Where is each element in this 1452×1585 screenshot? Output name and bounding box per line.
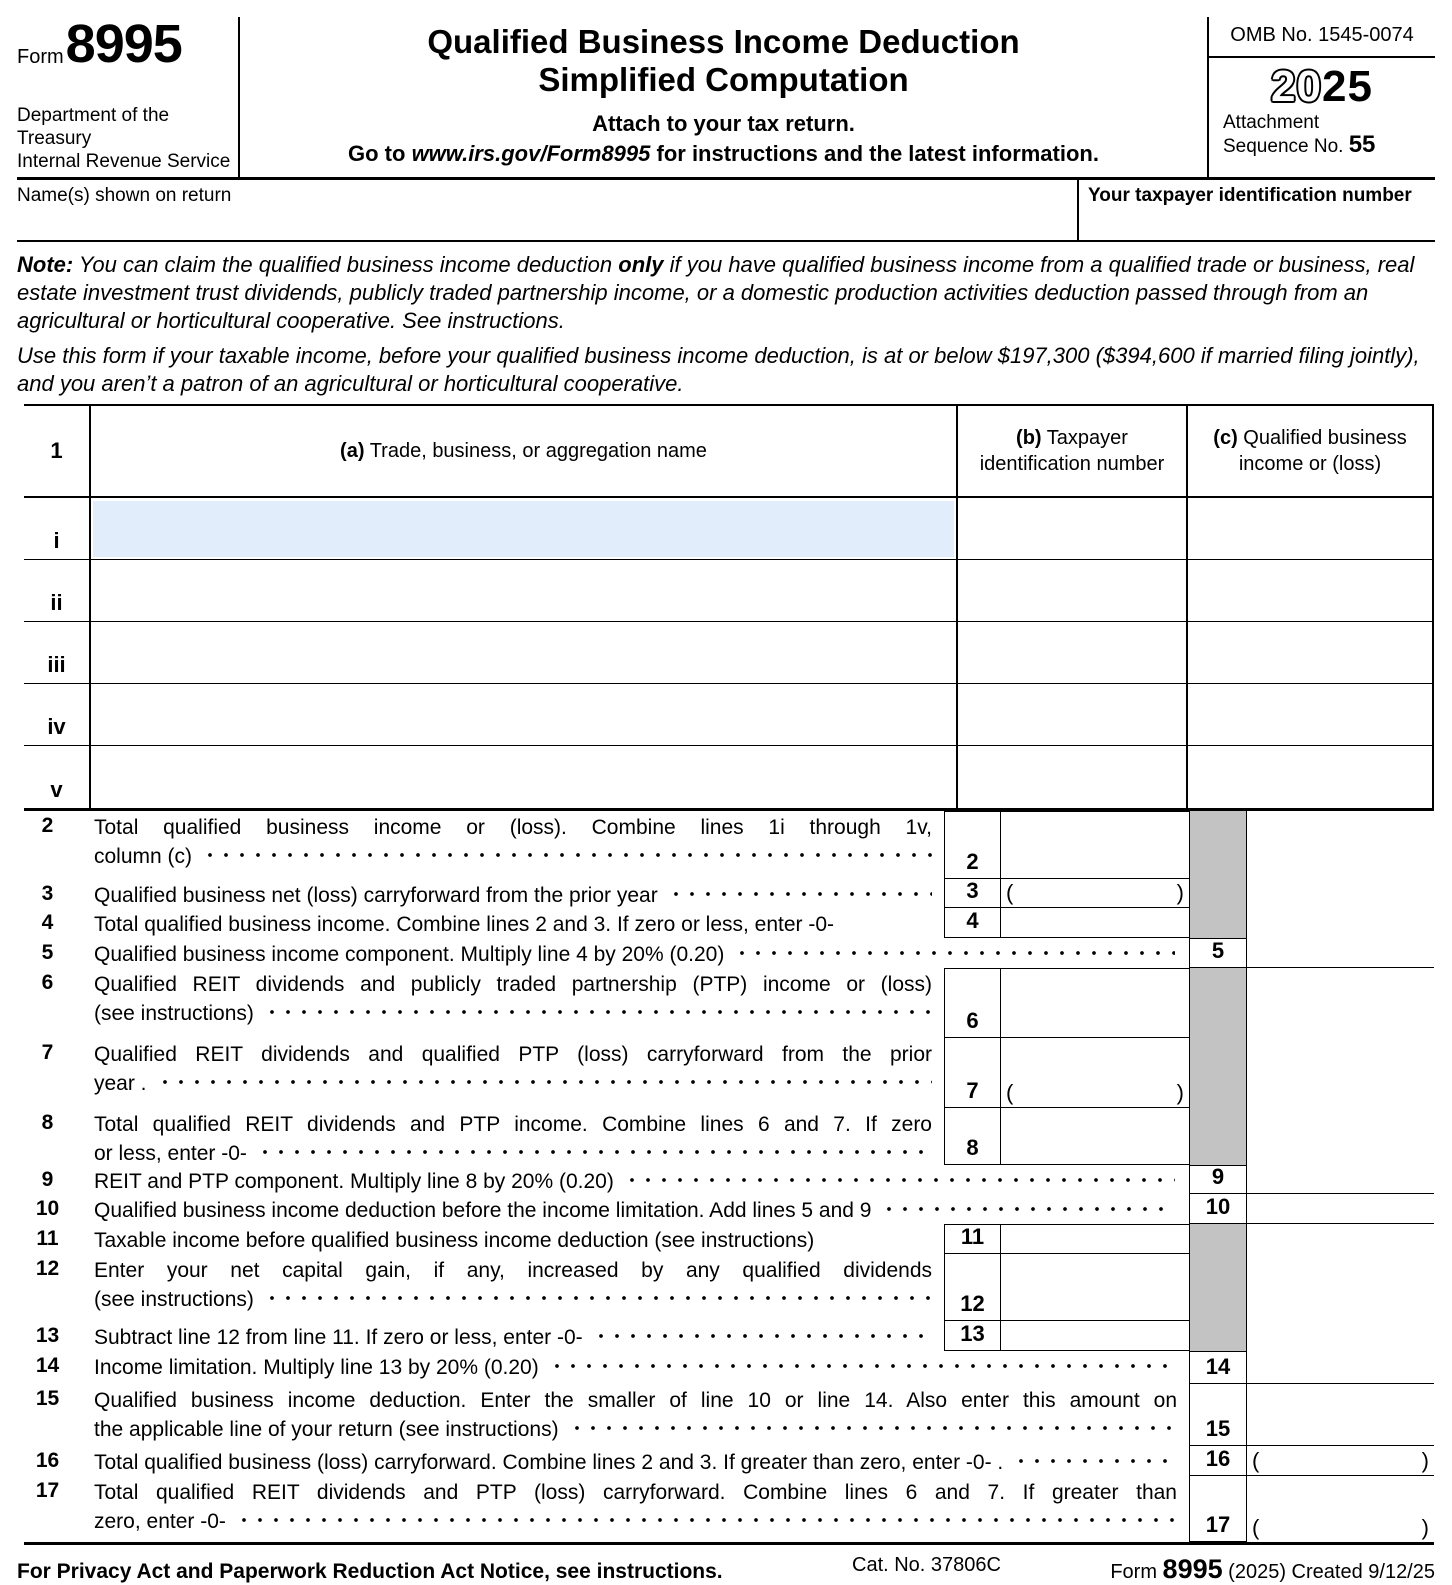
line-14-entry-field[interactable] (1247, 1351, 1434, 1384)
omb-year-block (1207, 17, 1435, 177)
row-label-ii: ii (24, 560, 91, 621)
line-7-number: 7 (41, 1041, 54, 1064)
line-8-row (24, 1108, 1434, 1165)
form-word: Form (17, 46, 64, 68)
line1-table (24, 404, 1434, 811)
line-6-box-number: 6 (944, 968, 1000, 1038)
dot-leader (569, 1425, 1175, 1439)
line-4-row (24, 908, 1434, 938)
row-v-tin-field[interactable] (958, 746, 1188, 808)
line-17-number: 17 (35, 1479, 60, 1502)
form-number: 8995 (65, 14, 182, 74)
dot-leader (264, 1295, 932, 1309)
row-iii-name-field[interactable] (91, 622, 958, 683)
line-12-number: 12 (35, 1257, 60, 1280)
name-field[interactable] (17, 180, 1077, 240)
line-11-row (24, 1224, 1434, 1254)
line-11-number: 11 (36, 1227, 59, 1250)
tin-field[interactable] (1077, 180, 1435, 240)
note-paragraph: Note: You can claim the qualified business income deduction only if you have qualified business income from a qualified trade or business, real estate investment trust dividends, publicly traded partnership income, or a domestic production activities deduction passed through from an agricultural or horticultural cooperative. See instructions. (17, 252, 1415, 333)
identity-row (17, 180, 1435, 242)
line-7-label: Qualified REIT dividends and qualified PTP (loss) carryforward from the prior year . (94, 1043, 932, 1095)
line-13-box-number: 13 (944, 1321, 1000, 1351)
line-8-box-number: 8 (944, 1108, 1000, 1165)
line-2-label: Total qualified business income or (loss). Combine lines 1i through 1v, column (c) (94, 816, 932, 868)
line-2-box-number: 2 (944, 811, 1000, 879)
line-9-entry-field[interactable] (1247, 1165, 1434, 1194)
line-4-box-number: 4 (944, 908, 1000, 938)
line-10-entry-field[interactable] (1247, 1194, 1434, 1224)
line-16-number: 16 (35, 1449, 60, 1472)
line-17-label: Total qualified REIT dividends and PTP (loss) carryforward. Combine lines 6 and 7. If greater than zero, enter -0- (94, 1481, 1177, 1533)
row-i-income-field[interactable] (1188, 498, 1434, 559)
table-row (24, 746, 1434, 808)
row-iv-income-field[interactable] (1188, 684, 1434, 745)
line-6-row (24, 968, 1434, 1038)
line-8-blank (1247, 1108, 1434, 1165)
line-15-label: Qualified business income deduction. Enter the smaller of line 10 or line 14. Also enter this amount on the applicable line of your return (see instructions) (94, 1389, 1177, 1441)
line1-number: 1 (24, 406, 91, 496)
open-paren: ( (1252, 1448, 1260, 1473)
line-10-label: Qualified business income deduction before the income limitation. Add lines 5 and 9 (91, 1194, 1189, 1224)
line-2-blank (1247, 811, 1434, 879)
line-13-shaded-cell (1189, 1321, 1247, 1351)
highlighted-input[interactable] (93, 501, 954, 557)
line-15-row (24, 1384, 1434, 1446)
goto-instruction: Go to www.irs.gov/Form8995 for instructions and the latest information. (348, 141, 1099, 166)
attach-instruction: Attach to your tax return. (592, 111, 855, 136)
agency-line-1: Department of the Treasury (17, 105, 170, 149)
col-b-header: (b) Taxpayer identification number (958, 406, 1188, 496)
line-4-label: Total qualified business income. Combine lines 2 and 3. If zero or less, enter -0- (94, 913, 835, 936)
form-title-line2: Simplified Computation (538, 61, 909, 98)
line-8-entry-field[interactable] (1000, 1108, 1189, 1165)
row-ii-income-field[interactable] (1188, 560, 1434, 621)
line-9-row (24, 1165, 1434, 1194)
line-17-box-number: 17 (1189, 1476, 1247, 1542)
computation-lines (24, 811, 1434, 1545)
line-14-box-number: 14 (1189, 1351, 1247, 1384)
line-17-row (24, 1476, 1434, 1542)
line-16-entry-field[interactable] (1247, 1446, 1434, 1476)
notes-section (17, 242, 1435, 404)
close-paren: ) (1176, 880, 1184, 905)
table-row (24, 560, 1434, 622)
line-11-blank (1247, 1224, 1434, 1254)
dot-leader (236, 1517, 1175, 1531)
line-6-shaded-cell (1189, 968, 1247, 1038)
line-12-blank (1247, 1254, 1434, 1321)
line-15-box-number: 15 (1189, 1384, 1247, 1446)
dot-leader (264, 1009, 932, 1023)
row-label-i: i (24, 498, 91, 559)
line-13-label: Subtract line 12 from line 11. If zero or less, enter -0- (91, 1321, 944, 1351)
line-8-number: 8 (41, 1111, 54, 1134)
line-6-entry-field[interactable] (1000, 968, 1189, 1038)
row-iv-tin-field[interactable] (958, 684, 1188, 745)
line-8-label: Total qualified REIT dividends and PTP income. Combine lines 6 and 7. If zero or less, enter -0- (94, 1113, 932, 1165)
close-paren: ) (1176, 1080, 1184, 1105)
use-form-paragraph: Use this form if your taxable income, before your qualified business income deduction, is at or below $197,300 ($394,600 if married filing jointly), and you aren’t a patron of an agricultural or horticultural cooperative. (17, 343, 1420, 396)
line-9-number: 9 (41, 1168, 54, 1191)
line-2-row (24, 811, 1434, 879)
line-13-blank (1247, 1321, 1434, 1351)
line-2-number: 2 (41, 814, 54, 837)
row-label-iv: iv (24, 684, 91, 745)
dot-leader (668, 891, 932, 905)
line-6-number: 6 (41, 971, 54, 994)
dot-leader (257, 1149, 932, 1163)
line-7-blank (1247, 1038, 1434, 1108)
line-12-label: Enter your net capital gain, if any, increased by any qualified dividends (see instructions) (94, 1259, 932, 1311)
dot-leader (624, 1177, 1175, 1191)
row-v-name-field[interactable] (91, 746, 958, 808)
row-i-tin-field[interactable] (958, 498, 1188, 559)
line-3-label: Qualified business net (loss) carryforward from the prior year (91, 879, 944, 908)
line-4-entry-field[interactable] (1000, 908, 1189, 938)
dot-leader (549, 1363, 1175, 1377)
line-7-entry-field[interactable] (1000, 1038, 1189, 1108)
dot-leader (593, 1333, 932, 1347)
row-v-income-field[interactable] (1188, 746, 1434, 808)
catalog-number: Cat. No. 37806C (852, 1554, 1001, 1576)
close-paren: ) (1421, 1448, 1429, 1473)
line-14-row (24, 1351, 1434, 1384)
line-12-entry-field[interactable] (1000, 1254, 1189, 1321)
line-3-shaded-cell (1189, 879, 1247, 908)
line-7-shaded-cell (1189, 1038, 1247, 1108)
line-12-row (24, 1254, 1434, 1321)
line-7-box-number: 7 (944, 1038, 1000, 1108)
row-ii-name-field[interactable] (91, 560, 958, 621)
line-3-row (24, 879, 1434, 908)
line-2-shaded-cell (1189, 811, 1247, 879)
dot-leader (734, 950, 1175, 964)
line-16-row (24, 1446, 1434, 1476)
line-5-number: 5 (41, 941, 54, 964)
line-14-label: Income limitation. Multiply line 13 by 20% (0.20) (91, 1351, 1189, 1384)
line-17-entry-field[interactable] (1247, 1476, 1434, 1542)
line-5-box-number: 5 (1189, 938, 1247, 968)
row-iii-tin-field[interactable] (958, 622, 1188, 683)
line-3-number: 3 (41, 882, 54, 905)
row-iii-income-field[interactable] (1188, 622, 1434, 683)
sequence-number: 55 (1348, 131, 1376, 158)
line-2-entry-field[interactable] (1000, 811, 1189, 879)
dot-leader (1013, 1458, 1175, 1472)
row-i-name-field[interactable] (91, 498, 958, 559)
line-6-label: Qualified REIT dividends and publicly traded partnership (PTP) income or (loss) (see instructions) (94, 973, 932, 1025)
line-15-entry-field[interactable] (1247, 1384, 1434, 1446)
open-paren: ( (1006, 1080, 1014, 1105)
name-label: Name(s) shown on return (17, 185, 232, 206)
privacy-notice: For Privacy Act and Paperwork Reduction Act Notice, see instructions. (17, 1560, 723, 1583)
dot-leader (157, 1079, 932, 1093)
line-5-entry-field[interactable] (1247, 938, 1434, 968)
line-13-entry-field[interactable] (1000, 1321, 1189, 1351)
line-6-blank (1247, 968, 1434, 1038)
table-row (24, 498, 1434, 560)
line-16-label: Total qualified business (loss) carryforward. Combine lines 2 and 3. If greater than zero, enter -0- . (91, 1446, 1189, 1476)
form-header (17, 14, 1435, 180)
line-3-entry-field[interactable] (1000, 879, 1189, 908)
line-4-blank (1247, 908, 1434, 938)
line-10-row (24, 1194, 1434, 1224)
table-row (24, 622, 1434, 684)
row-ii-tin-field[interactable] (958, 560, 1188, 621)
irs-url: www.irs.gov/Form8995 (411, 141, 651, 166)
row-label-v: v (24, 746, 91, 808)
open-paren: ( (1252, 1515, 1260, 1540)
line-10-number: 10 (35, 1197, 60, 1220)
form-footer-id: Form 8995 (2025) Created 9/12/25 (1110, 1554, 1435, 1584)
line-7-row (24, 1038, 1434, 1108)
line-4-number: 4 (41, 911, 54, 934)
line-14-number: 14 (35, 1354, 60, 1377)
form-title-block (240, 17, 1207, 177)
agency-line-2: Internal Revenue Service (17, 151, 231, 172)
line-13-number: 13 (35, 1324, 60, 1347)
form-footer (17, 1554, 1435, 1585)
line-12-box-number: 12 (944, 1254, 1000, 1321)
line-10-box-number: 10 (1189, 1194, 1247, 1224)
form-number-block (17, 14, 240, 177)
line-12-shaded-cell (1189, 1254, 1247, 1321)
table-row (24, 684, 1434, 746)
omb-number: OMB No. 1545-0074 (1209, 17, 1435, 58)
line-9-label: REIT and PTP component. Multiply line 8 by 20% (0.20) (91, 1165, 1189, 1194)
dot-leader (881, 1206, 1175, 1220)
tin-label: Your taxpayer identification number (1088, 185, 1412, 206)
line-3-blank (1247, 879, 1434, 908)
line-11-entry-field[interactable] (1000, 1224, 1189, 1254)
open-paren: ( (1006, 880, 1014, 905)
row-iv-name-field[interactable] (91, 684, 958, 745)
line-16-box-number: 16 (1189, 1446, 1247, 1476)
form-title-line1: Qualified Business Income Deduction (427, 23, 1020, 60)
row-label-iii: iii (24, 622, 91, 683)
line-11-shaded-cell (1189, 1224, 1247, 1254)
line-5-row (24, 938, 1434, 968)
col-c-header: (c) Qualified business income or (loss) (1188, 406, 1434, 496)
line-15-number: 15 (35, 1387, 60, 1410)
line-9-box-number: 9 (1189, 1165, 1247, 1194)
close-paren: ) (1421, 1515, 1429, 1540)
col-a-header: (a) Trade, business, or aggregation name (91, 406, 958, 496)
line-5-label: Qualified business income component. Multiply line 4 by 20% (0.20) (91, 938, 1189, 968)
line-4-shaded-cell (1189, 908, 1247, 938)
line-8-shaded-cell (1189, 1108, 1247, 1165)
line-3-box-number: 3 (944, 879, 1000, 908)
line-11-label: Taxable income before qualified business income deduction (see instructions) (94, 1229, 815, 1252)
tax-year: 2025 (1271, 62, 1373, 111)
line1-header-row (24, 406, 1434, 498)
line-13-row (24, 1321, 1434, 1351)
dot-leader (202, 852, 932, 866)
attachment-sequence: Attachment Sequence No. 55 (1223, 112, 1376, 158)
line-11-box-number: 11 (944, 1224, 1000, 1254)
